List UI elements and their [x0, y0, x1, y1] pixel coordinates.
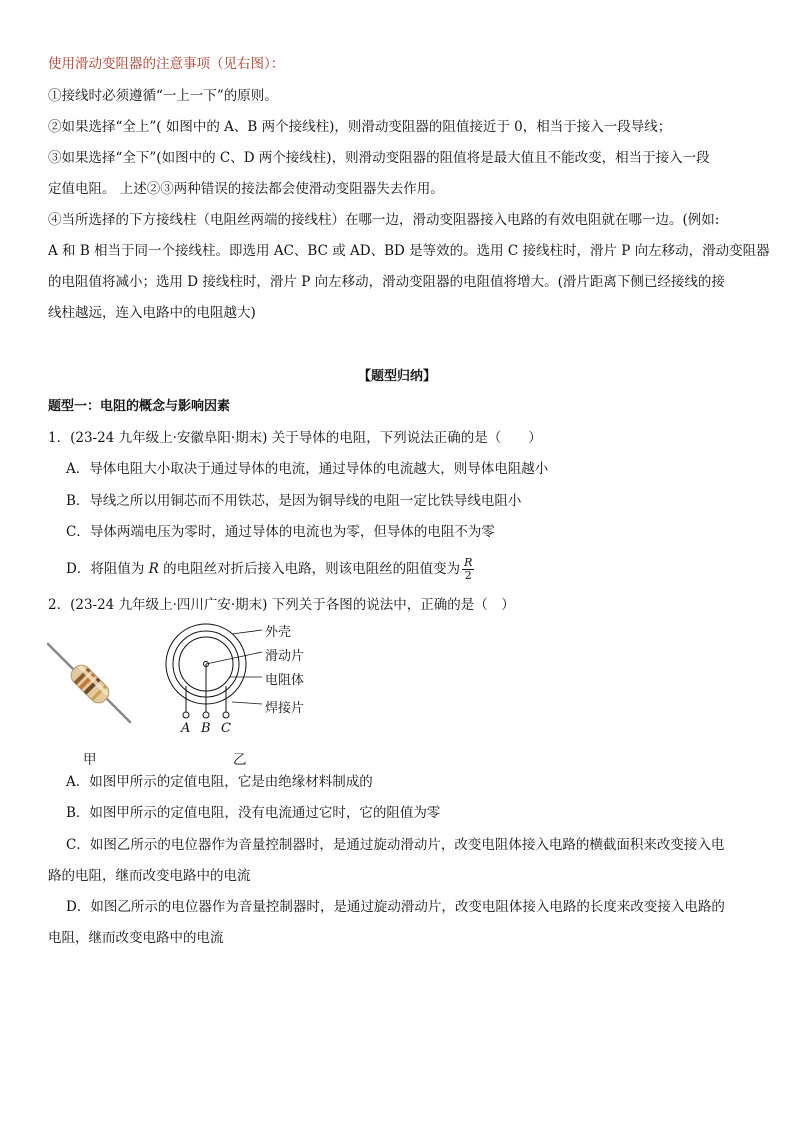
- fraction-denominator: 2: [464, 569, 472, 582]
- question-2-option-b: B．如图甲所示的定值电阻，没有电流通过它时，它的阻值为零: [66, 805, 441, 821]
- label-solder-tab: 焊接片: [265, 701, 305, 716]
- option-d-prefix: D．将阻值为: [66, 561, 149, 577]
- notes-point-4-line2: A 和 B 相当于同一个接线柱。即选用 AC、BC 或 AD、BD 是等效的。选用 C 接线柱时，滑片 P 向左移动，滑动变阻器: [48, 243, 770, 259]
- question-1-option-b: B．导线之所以用铜芯而不用铁芯，是因为铜导线的电阻一定比铁导线电阻小: [66, 493, 522, 509]
- section-heading: 【题型归纳】: [357, 369, 436, 384]
- question-2-option-a: A．如图甲所示的定值电阻，它是由绝缘材料制成的: [66, 774, 373, 790]
- fixed-resistor-image: [44, 638, 136, 730]
- figure-label-jia: 甲: [83, 752, 97, 768]
- question-1-option-c: C．导体两端电压为零时，通过导体的电流也为零，但导体的电阻不为零: [66, 524, 495, 540]
- figure-label-yi: 乙: [233, 752, 247, 768]
- question-type-1-heading: 题型一：电阻的概念与影响因素: [48, 399, 231, 414]
- notes-point-3-line2: 定值电阻。 上述②③两种错误的接法都会使滑动变阻器失去作用。: [48, 181, 444, 197]
- question-2-option-c-line1: C．如图乙所示的电位器作为音量控制器时，是通过旋动滑动片，改变电阻体接入电路的横截面积来改变接入电: [66, 837, 725, 853]
- notes-point-4-line3: 的电阻值将减小；选用 D 接线柱时，滑片 P 向左移动，滑动变阻器的电阻值将增大。(滑片距离下侧已经接线的接: [48, 274, 725, 290]
- notes-point-2: ②如果选择“全上”( 如图中的 A、B 两个接线柱)，则滑动变阻器的阻值接近于 0，相当于接入一段导线；: [48, 119, 672, 135]
- notes-title: 使用滑动变阻器的注意事项（见右图）：: [48, 56, 285, 72]
- label-resistor-body: 电阻体: [265, 673, 305, 688]
- fraction-numerator: R: [464, 556, 473, 569]
- fraction-r-over-2: [462, 557, 474, 582]
- pin-label-c: C: [221, 721, 231, 736]
- pin-label-b: B: [201, 721, 211, 736]
- label-shell: 外壳: [265, 625, 292, 640]
- notes-point-1: ①接线时必须遵循“一上一下”的原则。: [48, 88, 278, 104]
- notes-point-3-line1: ③如果选择“全下”(如图中的 C、D 两个接线柱)，则滑动变阻器的阻值将是最大值且不能改变，相当于接入一段: [48, 150, 710, 166]
- notes-point-4-line1: ④当所选择的下方接线柱（电阻丝两端的接线柱）在哪一边，滑动变阻器接入电路的有效电阻就在哪一边。(例如:: [48, 212, 720, 228]
- question-2-option-d-line2: 电阻，继而改变电路中的电流: [48, 930, 224, 946]
- label-slider: 滑动片: [265, 649, 305, 664]
- question-2-option-c-line2: 路的电阻，继而改变电路中的电流: [48, 868, 251, 884]
- question-2-stem: 2．(23-24 九年级上·四川广安·期末) 下列关于各图的说法中，正确的是（ ）: [48, 597, 515, 613]
- question-1-option-d: [66, 557, 766, 582]
- option-d-middle: 的电阻丝对折后接入电路，则该电阻丝的阻值变为: [158, 561, 461, 577]
- question-2-option-d-line1: D．如图乙所示的电位器作为音量控制器时，是通过旋动滑动片，改变电阻体接入电路的长度来改变接入电路的: [66, 899, 725, 915]
- question-1-stem: 1．(23-24 九年级上·安徽阜阳·期末) 关于导体的电阻，下列说法正确的是（ ）: [48, 430, 542, 446]
- question-1-option-a: A．导体电阻大小取决于通过导体的电流，通过导体的电流越大，则导体电阻越小: [66, 461, 549, 477]
- pin-label-a: A: [181, 721, 191, 736]
- notes-point-4-line4: 线柱越远，连入电路中的电阻越大): [48, 305, 256, 321]
- option-d-variable: R: [148, 561, 159, 577]
